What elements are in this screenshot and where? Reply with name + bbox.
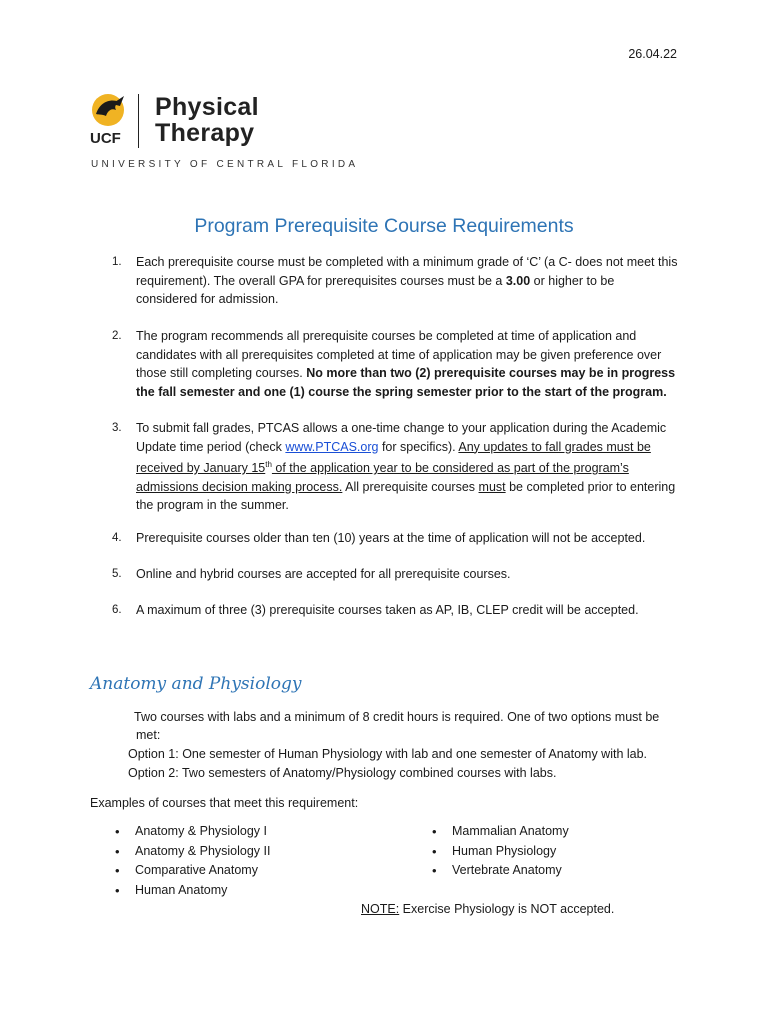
anatomy-intro-line1: Two courses with labs and a minimum of 8 credit hours is required. One of two options must be xyxy=(134,710,660,724)
requirement-number: 6. xyxy=(112,604,122,616)
anatomy-option-2: Option 2: Two semesters of Anatomy/Physiology combined courses with labs. xyxy=(128,766,557,780)
list-item: • Mammalian Anatomy xyxy=(425,822,569,842)
requirement-item-6: 6. A maximum of three (3) prerequisite courses taken as AP, IB, CLEP credit will be accepted. xyxy=(108,601,678,620)
requirement-item-5: 5. Online and hybrid courses are accepted for all prerequisite courses. xyxy=(108,565,678,584)
section-heading-anatomy: Anatomy and Physiology xyxy=(90,674,302,694)
examples-list-right xyxy=(425,822,569,881)
list-item: • Anatomy & Physiology II xyxy=(108,842,270,862)
list-item: • Comparative Anatomy xyxy=(108,861,270,881)
wordmark-line2: Therapy xyxy=(155,119,255,147)
page-title: Program Prerequisite Course Requirements xyxy=(194,215,574,237)
ucf-logo-text: UCF xyxy=(90,130,121,147)
requirement-item-2: 2. The program recommends all prerequisite courses be completed at time of application and candidates with all prerequisites completed at time of application may be given preference over those still completing courses. No more than two (2) prerequisite courses may be in progress the fall semester and one (1) course the spring semester prior to the start of the program. xyxy=(112,329,676,399)
document-date: 26.04.22 xyxy=(628,47,677,61)
ucf-pegasus-logo-icon xyxy=(90,92,130,128)
exercise-physiology-note xyxy=(361,900,614,919)
list-item: • Anatomy & Physiology I xyxy=(108,822,270,842)
requirement-number: 4. xyxy=(112,532,122,544)
note-label: NOTE: xyxy=(361,902,400,916)
anatomy-intro-line2: met: xyxy=(136,728,161,742)
note-text: Exercise Physiology is NOT accepted. xyxy=(399,902,615,916)
anatomy-option-1: Option 1: One semester of Human Physiology with lab and one semester of Anatomy with lab. xyxy=(128,747,648,761)
requirement-item-3: 3. To submit fall grades, PTCAS allows a one-time change to your application during the Academic Update time period (check www.PTCAS.org for specifics). Any updates to fall grades must be received by January 15th of the application year to be considered as part of the program’s admissions decision making process. All prerequisite courses must be completed prior to entering the program in the summer. xyxy=(112,421,676,513)
requirement-item-4: 4. Prerequisite courses older than ten (10) years at the time of application will not be accepted. xyxy=(108,529,678,548)
physical-therapy-wordmark xyxy=(138,94,259,148)
requirement-item-1: 1. Each prerequisite course must be completed with a minimum grade of ‘C’ (a C- does not meet this requirement). The overall GPA for prerequisites courses must be a 3.00 or higher to be considered for admission. xyxy=(112,255,678,306)
requirement-number: 1. xyxy=(112,256,122,268)
examples-label: Examples of courses that meet this requirement: xyxy=(90,796,359,810)
wordmark-line1: Physical xyxy=(155,93,259,121)
list-item: • Human Anatomy xyxy=(108,881,270,901)
list-item: • Vertebrate Anatomy xyxy=(425,861,569,881)
ptcas-link[interactable]: www.PTCAS.org xyxy=(285,439,379,454)
university-name: UNIVERSITY OF CENTRAL FLORIDA xyxy=(91,159,359,170)
examples-list-left xyxy=(108,822,270,900)
requirement-number: 3. xyxy=(112,422,122,434)
list-item: • Human Physiology xyxy=(425,842,569,862)
requirement-number: 2. xyxy=(112,330,122,342)
requirement-number: 5. xyxy=(112,568,122,580)
